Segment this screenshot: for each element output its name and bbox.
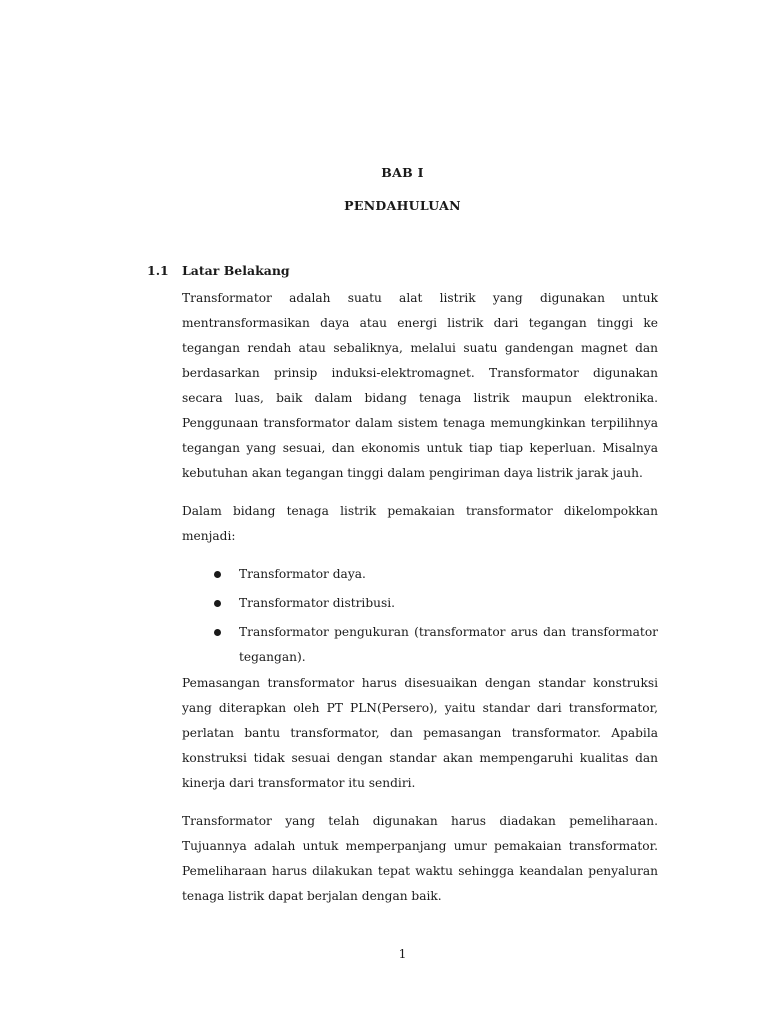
- list-item-text: Transformator daya.: [239, 567, 366, 581]
- paragraph-3: Pemasangan transformator harus disesuaikan dengan standar konstruksi yang diterapkan oleh PT PLN(Persero), yaitu standar dari transformator, perlatan bantu transformator, dan pemasangan transformator. Apabila konstruksi tidak sesuai dengan standar akan mempengaruhi kualitas dan kinerja dari transformator itu sendiri.: [182, 676, 658, 790]
- paragraph-1: Transformator adalah suatu alat listrik yang digunakan untuk mentransformasikan daya atau energi listrik dari tegangan tinggi ke tegangan rendah atau sebaliknya, melalui suatu gandengan magnet dan berdasarkan prinsip induksi-elektromagnet. Transformator digunakan secara luas, baik dalam bidang tenaga listrik maupun elektronika. Penggunaan transformator dalam sistem tenaga memungkinkan terpilihnya tegangan yang sesuai, dan ekonomis untuk tiap tiap keperluan. Misalnya kebutuhan akan tegangan tinggi dalam pengiriman daya listrik jarak jauh.: [182, 291, 658, 480]
- paragraph-2: Dalam bidang tenaga listrik pemakaian transformator dikelompokkan menjadi:: [182, 504, 658, 543]
- paragraph-4: Transformator yang telah digunakan harus diadakan pemeliharaan. Tujuannya adalah untuk memperpanjang umur pemakaian transformator. Pemeliharaan harus dilakukan tepat waktu sehingga keandalan penyaluran tenaga listrik dapat berjalan dengan baik.: [182, 814, 658, 903]
- section-number: 1.1: [147, 263, 169, 278]
- list-item-text: Transformator pengukuran (transformator arus dan transformator tegangan).: [239, 625, 658, 664]
- list-item-text: Transformator distribusi.: [239, 596, 396, 610]
- list-item: [214, 591, 658, 616]
- list-item: [214, 620, 658, 670]
- section-title: Latar Belakang: [182, 263, 290, 278]
- bullet-list: [214, 562, 658, 674]
- bullet-icon: [214, 600, 221, 607]
- chapter-label: BAB I: [381, 165, 424, 180]
- bullet-icon: [214, 571, 221, 578]
- bullet-icon: [214, 629, 221, 636]
- section-heading: [147, 263, 290, 278]
- list-item: [214, 562, 658, 587]
- page-number: 1: [398, 947, 407, 961]
- chapter-title: PENDAHULUAN: [344, 198, 461, 213]
